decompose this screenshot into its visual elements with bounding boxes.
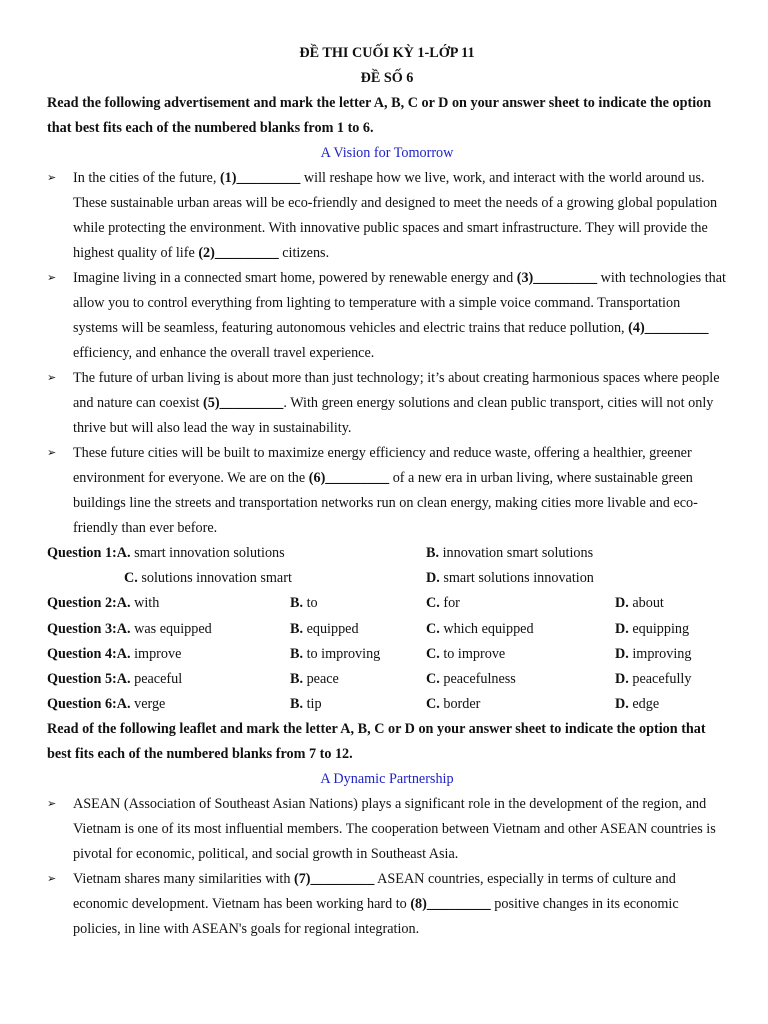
blank-6: (6)_________: [308, 470, 390, 486]
blank-2: (2)_________: [198, 245, 279, 261]
question-2-row: Question 2:A. with B. to C. for D. about: [47, 595, 664, 612]
option-d: edge: [628, 696, 660, 713]
arrow-bullet-icon: ➢: [47, 447, 57, 459]
exam-title: ĐỀ THI CUỐI KỲ 1-LỚP 11: [299, 45, 475, 61]
option-a: peaceful: [130, 670, 183, 687]
option-c: border: [439, 696, 481, 713]
option-d: equipping: [628, 620, 690, 637]
question-6-row: Question 6:A. verge B. tip C. border D. edge: [47, 696, 660, 713]
blank-7: (7)_________: [293, 871, 375, 888]
question-label: Question 5:: [47, 670, 117, 687]
option-d: peacefully: [628, 670, 692, 687]
instruction-section-2: Read of the following leaflet and mark the letter A, B, C or D on your answer sheet to indicate the option that best fits each of the numbered blanks from 7 to 12.: [47, 721, 706, 763]
option-a: with: [130, 595, 160, 612]
paragraph-3: ➢ The future of urban living is about more than just technology; it’s about creating harmonious spaces where people and nature can coexist (5)_________. With green energy solutions and clean public transport, cities will not only thrive but will also lead the way in sustainability.: [47, 366, 727, 441]
arrow-bullet-icon: ➢: [47, 372, 57, 384]
option-c: for: [439, 595, 460, 612]
question-label: Question 2:: [47, 595, 117, 612]
arrow-bullet-icon: ➢: [47, 172, 57, 184]
option-b: to improving: [303, 645, 381, 662]
option-d: improving: [628, 645, 692, 662]
question-label: Question 6:: [47, 696, 117, 713]
arrow-bullet-icon: ➢: [47, 873, 57, 886]
paragraph-1: ➢ In the cities of the future, (1)_________ will reshape how we live, work, and interact with the world around us. These sustainable urban areas will be eco-friendly and designed to meet the needs of a growing global population while protecting the environment. With innovative public spaces and smart infrastructure. They will provide the highest quality of life (2)_________ citizens.: [47, 166, 727, 266]
blank-4: (4)_________: [628, 320, 709, 336]
option-a: improve: [130, 645, 182, 662]
option-c: solutions innovation smart: [137, 570, 292, 587]
option-c: to improve: [439, 645, 506, 662]
instruction-section-1: Read the following advertisement and mark the letter A, B, C or D on your answer sheet to indicate the option that best fits each of the numbered blanks from 1 to 6.: [47, 95, 712, 136]
question-1-row-1: Question 1:A. smart innovation solutions B. innovation smart solutions: [47, 545, 594, 561]
paragraph-6: ➢ Vietnam shares many similarities with (7)_________ ASEAN countries, especially in terms of culture and economic development. Vietnam has been working hard to (8)_________ positive changes in its economic policies, in line with ASEAN's goals for regional integration.: [47, 867, 727, 942]
option-c: peacefulness: [439, 670, 516, 687]
option-a: verge: [130, 696, 166, 713]
question-1-row-2: C. solutions innovation smart D. smart solutions innovation: [124, 570, 594, 587]
option-b: to: [303, 595, 318, 612]
paragraph-4: ➢ These future cities will be built to maximize energy efficiency and reduce waste, offering a healthier, greener environment for everyone. We are on the (6)_________ of a new era in urban living, where sustainable green buildings line the streets and transportation networks run on clean energy, making cities more livable and eco-friendly than ever before.: [47, 441, 727, 541]
arrow-bullet-icon: ➢: [47, 798, 57, 811]
exam-number: ĐỀ SỐ 6: [360, 70, 414, 86]
option-b: tip: [303, 696, 322, 713]
option-b: peace: [303, 670, 339, 687]
question-3-row: Question 3:A. was equipped B. equipped C. which equipped D. equipping: [47, 620, 690, 637]
question-label: Question 1:: [47, 545, 117, 561]
option-b: innovation smart solutions: [439, 545, 594, 561]
option-a: was equipped: [130, 620, 212, 637]
passage-heading-2: A Dynamic Partnership: [320, 771, 454, 788]
question-label: Question 3:: [47, 620, 117, 637]
arrow-bullet-icon: ➢: [47, 272, 57, 284]
blank-8: (8)_________: [410, 896, 491, 913]
option-d: about: [628, 595, 664, 612]
option-d: smart solutions innovation: [439, 570, 594, 587]
paragraph-5: ➢ ASEAN (Association of Southeast Asian Nations) plays a significant role in the development of the region, and Vietnam is one of its most influential members. The cooperation between Vietnam and other ASEAN countries is pivotal for economic, political, and social growth in Southeast Asia.: [47, 792, 727, 867]
question-4-row: Question 4:A. improve B. to improving C. to improve D. improving: [47, 645, 692, 662]
option-a: smart innovation solutions: [130, 545, 285, 561]
paragraph-2: ➢ Imagine living in a connected smart home, powered by renewable energy and (3)_________ with technologies that allow you to control everything from lighting to temperature with a simple voice command. Transportation systems will be seamless, featuring autonomous vehicles and electric trains that reduce pollution, (4)_________ efficiency, and enhance the overall travel experience.: [47, 266, 727, 366]
question-5-row: Question 5:A. peaceful B. peace C. peacefulness D. peacefully: [47, 670, 692, 687]
blank-3: (3)_________: [516, 270, 598, 286]
question-label: Question 4:: [47, 645, 117, 662]
option-c: which equipped: [439, 620, 534, 637]
blank-1: (1)_________: [219, 170, 301, 186]
passage-heading-1: A Vision for Tomorrow: [320, 145, 454, 161]
blank-5: (5)_________: [203, 395, 284, 411]
option-b: equipped: [303, 620, 359, 637]
exam-page: [47, 41, 727, 942]
